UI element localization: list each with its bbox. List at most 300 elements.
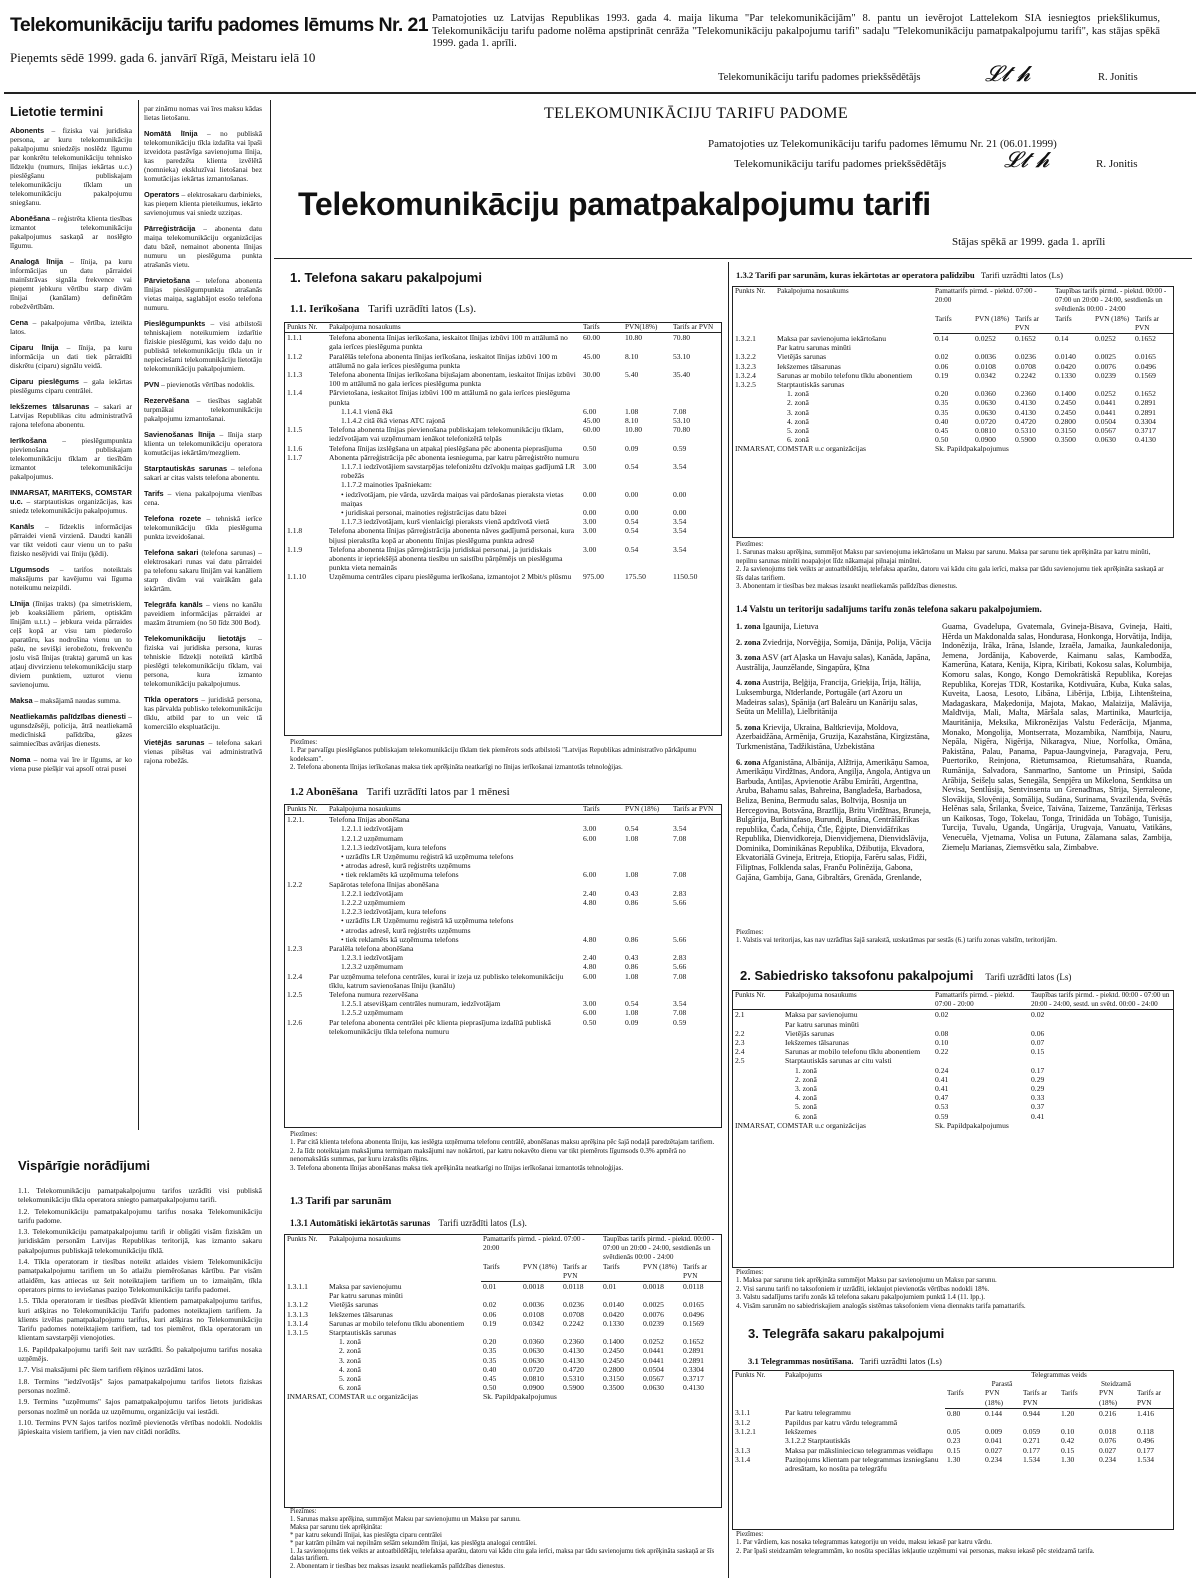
term-definition: (telefona sarunas) – elektrosakari runas vai datu pārraidei pa telefonu sakaru līnijām vai kanāliem starp divām vai vairākām gala iekārtām. xyxy=(144,548,262,593)
value-cell: 0.2242 xyxy=(563,1318,584,1328)
table-row xyxy=(733,1056,1173,1065)
service-name-cell: 4. zonā xyxy=(339,1364,361,1374)
value-cell xyxy=(581,843,623,852)
value-cell: 0.4130 xyxy=(1015,398,1036,408)
column-header: Punkts Nr. xyxy=(735,287,766,295)
column-header: Parastā xyxy=(991,1380,1013,1389)
value-cell: 0.0810 xyxy=(523,1374,544,1384)
item-number-cell xyxy=(285,1291,327,1300)
service-name-cell: Telefona līnijas abonēšana xyxy=(329,815,410,825)
value-cell xyxy=(581,388,623,406)
term-name: Savienošanas līnija xyxy=(144,430,215,439)
value-cell: 0.0630 xyxy=(643,1383,664,1393)
service-name-cell: 1.2.5.2 uzņēmumam xyxy=(341,1008,404,1018)
column-header: PVN (18%) xyxy=(973,315,1013,334)
value-cell: 0.5310 xyxy=(1015,426,1036,436)
s12-title: 1.2 Abonēšana xyxy=(290,786,358,798)
table-row xyxy=(733,1427,1173,1436)
header-chair-label: Telekomunikāciju tarifu padomes priekšsēdētājs xyxy=(718,72,921,83)
table-row xyxy=(285,972,721,990)
column-header: Pamattarifs pirmd. - piektd. 07:00 - 20:00 xyxy=(483,1235,585,1253)
table-row xyxy=(285,1282,721,1292)
s131-table-box xyxy=(284,1234,722,1508)
table-row xyxy=(733,1038,1173,1047)
note-line: 3. Valstu sadalījums tarifu zonās kā telefona sakaru pakalpojumiem punktā 1.4 (11. lpp.). xyxy=(736,1293,986,1302)
value-cell: 0.027 xyxy=(985,1445,1003,1455)
value-cell: 0.4130 xyxy=(563,1355,584,1365)
value-cell xyxy=(641,1291,681,1300)
value-cell: 1.08 xyxy=(625,971,639,981)
note-line: Piezīmes: xyxy=(736,540,764,548)
zone-countries: Zviedrija, Norvēģija, Somija, Dānija, Polija, Vācija xyxy=(762,637,932,647)
term-name: Starptautiskās sarunas xyxy=(144,464,228,473)
service-name-cell: 1.2.2.3 iedzīvotājam, kura telefons xyxy=(341,907,447,917)
service-name-cell: 1. zonā xyxy=(339,1337,361,1347)
column-header: Tarifs xyxy=(1059,1389,1097,1408)
value-cell: 0.00 xyxy=(625,489,639,499)
value-cell xyxy=(581,880,623,889)
value-cell: 4.80 xyxy=(583,934,597,944)
value-cell xyxy=(623,815,671,825)
term-entry xyxy=(144,464,262,482)
item-number-cell xyxy=(285,870,327,879)
s3-table xyxy=(733,1371,1173,1473)
general-item: 1.5. Tīkla operatoram ir tiesības piedāvāt klientiem pamatpakalpojumu tarifus, kuri atšķiras no Telekomunikāciju Tarifu padomes noteiktajiem tarifiem. Ja klients izvēlas pamatpakalpojumu tarifus, kuri atšķiras no Telekomunikāciju Tarifu padomes noteiktajiem tarifiem, tad tos piemērot, tīkla operatoram un klientam savstarpēji vienojoties. xyxy=(18,1296,262,1343)
value-cell xyxy=(623,852,671,861)
column-header: PVN (18%) xyxy=(641,1263,681,1282)
value-cell xyxy=(601,1291,641,1300)
value-cell: 0.0360 xyxy=(975,389,996,399)
column-header: Pakalpojuma nosaukums xyxy=(327,323,581,333)
service-name-cell: 1.2.5.1 atsevišķam centrāles numuram, iedzīvotājam xyxy=(341,999,501,1009)
table-row xyxy=(285,815,721,825)
terms-heading: Lietotie termini xyxy=(10,104,104,119)
value-cell xyxy=(481,1291,521,1300)
header-rule xyxy=(4,92,1196,94)
table-row xyxy=(733,1436,1173,1445)
value-cell: 1.08 xyxy=(625,406,639,416)
term-entry xyxy=(144,430,262,457)
value-cell: 0.19 xyxy=(935,370,949,380)
item-number-cell: 1.3.1.4 xyxy=(287,1318,308,1328)
value-cell: 0.0165 xyxy=(1135,352,1156,362)
value-cell: 3.54 xyxy=(673,999,687,1009)
value-cell: 0.3717 xyxy=(1135,426,1156,436)
value-cell: 6.00 xyxy=(583,971,597,981)
table-row xyxy=(733,444,1173,453)
service-name-cell: • uzrādīts LR Uzņēmumu reģistrā kā uzņēmuma telefons xyxy=(341,916,514,926)
terms-column-1 xyxy=(10,126,132,1126)
term-entry xyxy=(10,436,132,481)
general-list xyxy=(18,1186,262,1576)
s131-notes xyxy=(290,1508,720,1580)
zone-countries: Igaunija, Lietuva xyxy=(762,622,819,631)
service-name-cell: • atrodas adresē, kurā reģistrēts uzņēmums xyxy=(341,861,471,871)
value-cell: 0.1330 xyxy=(603,1318,624,1328)
service-name-cell: Sarunas ar mobilo telefonu tīklu abonentiem xyxy=(329,1318,465,1328)
value-cell: 1150.50 xyxy=(673,572,698,582)
service-name-cell: Maksa par savienojumu xyxy=(785,1010,858,1020)
table-row xyxy=(285,834,721,843)
term-name: Ciparu pieslēgums xyxy=(10,377,79,386)
board-name: TELEKOMUNIKĀCIJU TARIFU PADOME xyxy=(544,105,849,122)
value-cell: 0.41 xyxy=(935,1074,949,1084)
column-header: Taupības tarifs pirmd. - piektd. 00:00 - 07:00 un 20:00 - 24:00, sestd. un svētd. 00:00 - 24:00 xyxy=(1029,991,1173,1010)
s131-title: 1.3.1 Automātiski iekārtotās sarunas xyxy=(290,1218,431,1228)
service-name-cell: 1.1.7.2 mainoties īpašniekam: xyxy=(341,480,432,490)
value-cell: 975.00 xyxy=(583,572,604,582)
column-header: Tarifs xyxy=(481,1263,521,1282)
value-cell: 0.0239 xyxy=(1095,370,1116,380)
value-cell: 0.41 xyxy=(1031,1111,1045,1121)
item-number-cell xyxy=(285,861,327,870)
term-name: Rezervēšana xyxy=(144,396,190,405)
term-definition: – noma vai īre ir līgums, ar ko viena puse piešķir vai apsolī otrai pusei xyxy=(10,755,132,773)
table-row xyxy=(285,907,721,916)
value-cell: 0.50 xyxy=(583,443,597,453)
value-cell: 0.144 xyxy=(985,1408,1003,1418)
value-cell xyxy=(1053,380,1093,389)
service-name-cell: 3.1.2.2 Starptautiskās xyxy=(785,1436,851,1446)
value-cell: 0.2242 xyxy=(1015,370,1036,380)
value-cell xyxy=(581,944,623,953)
value-cell xyxy=(1021,1418,1059,1427)
zone-countries: Krievija, Ukraina, Baltkrievija, Moldova, Azerbaidžāna, Armēnija, Gruzija, Kazahstāna, Kirgizstāna, Turkmenistāna, Tadžikistāna, Uzbekistāna xyxy=(736,722,930,751)
s11-table-box xyxy=(284,322,722,736)
value-cell: 3.00 xyxy=(583,999,597,1009)
value-cell: 0.05 xyxy=(947,1427,961,1437)
value-cell: 0.177 xyxy=(1137,1445,1155,1455)
item-number-cell xyxy=(285,1356,327,1365)
column-header: Pakalpojuma nosaukums xyxy=(777,287,849,295)
term-entry xyxy=(10,755,132,773)
service-name-cell: • iedzīvotājam, pie vārda, uzvārda maiņas vai pārdošanas pieraksta vietas maiņas xyxy=(341,489,564,508)
value-cell: 0.3150 xyxy=(603,1374,624,1384)
service-name-cell: Uzņēmuma centrāles ciparu pieslēguma ierīkošana, izmantojot 2 Mbit/s plūsmu xyxy=(329,572,572,582)
value-cell: 0.1652 xyxy=(1135,389,1156,399)
column-header: Taupības tarifs pirmd. - piektd. 00:00 - 07:00 un 20:00 - 24:00, sestdienās un svētdienās 00:00 - 24:00 xyxy=(603,1235,715,1262)
term-name: Līgumsods xyxy=(10,565,50,574)
term-definition: – līnija, pa kuru informācijas un datu pārraidei mainīstrāvas signāla frekvence vai pieņemt jebkuru vērtību starp divām līnijai (kanālam) definētām robežvērtībām. xyxy=(10,257,132,311)
item-number-cell: 2.3 xyxy=(735,1038,745,1048)
term-definition: – pakalpojuma vērtība, izteikta latos. xyxy=(10,318,132,336)
value-cell: 0.07 xyxy=(1031,1038,1045,1048)
value-cell: 0.15 xyxy=(1061,1445,1075,1455)
item-number-cell xyxy=(733,1020,783,1029)
table-row xyxy=(285,1346,721,1355)
value-cell: 0.86 xyxy=(625,898,639,908)
item-number-cell xyxy=(285,416,327,425)
service-name-cell: 2. zonā xyxy=(339,1346,361,1356)
value-cell: 0.00 xyxy=(583,508,597,518)
note-line: 3. Telefona abonenta līnijas abonēšanas maksa tiek aprēķināta neatkarīgi no līnijas ierīkošanai izmantotās tehnoloģijas. xyxy=(290,1163,624,1172)
column-header: Pamattarifs pirmd. - piektd. 07:00 - 20:00 xyxy=(935,287,1037,305)
term-name: PVN xyxy=(144,380,160,389)
value-cell: 0.0252 xyxy=(975,334,996,344)
term-definition: – starptautiskas organizācijas, kas sniedz telekomunikāciju pakalpojumus. xyxy=(10,497,132,515)
service-name-cell: Papildus par katru vārdu telegrammā xyxy=(785,1418,898,1428)
main-signature: 𝓛𝓽 𝓱 xyxy=(1004,148,1050,173)
s2-title-line xyxy=(740,967,1071,985)
value-cell xyxy=(671,480,721,489)
value-cell xyxy=(581,990,623,999)
table-row xyxy=(285,490,721,508)
value-cell: 0.29 xyxy=(1031,1084,1045,1094)
column-header: PVN (18%) xyxy=(1097,1389,1135,1408)
value-cell: 2.83 xyxy=(673,953,687,963)
item-number-cell: 1.2.6 xyxy=(287,1017,303,1027)
zone-entry xyxy=(736,622,934,632)
column-header: Tarifs xyxy=(581,805,623,815)
value-cell: 0.02 xyxy=(1031,1010,1045,1020)
basis-text: Pamatojoties uz Telekomunikāciju tarifu padomes lēmumu Nr. 21 (06.01.1999) xyxy=(708,138,1057,150)
column-header: Tarifs xyxy=(1053,315,1093,334)
table-row xyxy=(733,417,1173,426)
term-definition: – ugunsdzēsēji, policija, ātrā neatliekamā medicīniskā palīdzība, gāzes saimniecības avārijas dienests. xyxy=(10,712,132,748)
table-row xyxy=(733,1093,1173,1102)
value-cell: 0.2891 xyxy=(683,1346,704,1356)
table-row xyxy=(285,526,721,544)
value-cell xyxy=(623,843,671,852)
value-cell: Sk. Papildpakalpojumus xyxy=(935,1120,1009,1130)
value-cell: 0.14 xyxy=(935,334,949,344)
term-entry xyxy=(10,599,132,689)
table-row xyxy=(733,352,1173,361)
decision-session: Pieņemts sēdē 1999. gada 6. janvārī Rīgā, Meistaru ielā 10 xyxy=(10,50,316,65)
general-item: 1.2. Telekomunikāciju pamatpakalpojumu tarifus nosaka Telekomunikāciju tarifu padome. xyxy=(18,1206,262,1225)
value-cell: 0.10 xyxy=(935,1038,949,1048)
term-name: Telefona rozete xyxy=(144,514,202,523)
value-cell: 10.80 xyxy=(625,333,643,343)
service-name-cell: Starptautiskās sarunas xyxy=(777,380,845,390)
table-row xyxy=(733,362,1173,371)
s131-unit: Tarifi uzrādīti latos (Ls). xyxy=(438,1218,527,1228)
term-definition: – tiesības saglabāt turpmākai telekomunikāciju pakalpojumu izmantošanai. xyxy=(144,396,262,423)
value-cell xyxy=(623,480,671,489)
value-cell: 0.0900 xyxy=(523,1383,544,1393)
value-cell: 0.2800 xyxy=(603,1364,624,1374)
value-cell: 0.01 xyxy=(603,1282,617,1292)
value-cell: 0.01 xyxy=(483,1282,497,1292)
note-line: Piezīmes: xyxy=(290,1130,318,1138)
header-row xyxy=(733,287,1173,315)
term-definition: – līnija, pa kuru informācija un dati tiek pārraidīti diskrētu (ciparu) signālu veidā. xyxy=(10,343,132,370)
service-name-cell: INMARSAT, COMSTAR u.c organizācijas xyxy=(287,1392,418,1402)
service-name-cell: Starptautiskās sarunas ar citu valsti xyxy=(785,1056,892,1066)
s132-unit: Tarifi uzrādīti latos (Ls) xyxy=(980,270,1064,280)
item-number-cell xyxy=(285,907,327,916)
table-row xyxy=(285,1392,721,1401)
value-cell: 0.54 xyxy=(625,824,639,834)
value-cell: 0.35 xyxy=(483,1355,497,1365)
value-cell xyxy=(671,926,721,935)
service-name-cell: 6. zonā xyxy=(339,1383,361,1393)
value-cell: 0.0165 xyxy=(683,1300,704,1310)
item-number-cell xyxy=(733,1075,783,1084)
value-cell: 7.08 xyxy=(673,1008,687,1018)
term-definition: – tehniskā ierīce telekomunikāciju tīkla pieslēguma punkta izveidošanai. xyxy=(144,514,262,541)
service-name-cell: 1.1.7.1 iedzīvotājiem savstarpējas telefonizētu dzīvokļu maiņas gadījumā LR robežās xyxy=(341,462,576,481)
value-cell: 0.0900 xyxy=(975,435,996,445)
item-number-cell xyxy=(285,407,327,416)
note-line: 1. Par parvalīgu pieslēgšanos publiskajam telekomunikāciju tīklam tiek piemērots sods atbilstoši "Latvijas Republikas administratīvo pārkāpumu kodeksam". xyxy=(290,746,697,763)
note-line: Piezīmes: xyxy=(736,928,764,936)
value-cell xyxy=(1133,380,1173,389)
service-name-cell: 1. zonā xyxy=(787,389,809,399)
value-cell: 5.66 xyxy=(673,898,687,908)
value-cell: 0.59 xyxy=(673,1017,687,1027)
term-entry xyxy=(10,257,132,311)
item-number-cell xyxy=(733,1066,783,1075)
value-cell: 0.23 xyxy=(947,1436,961,1446)
value-cell: 0.2360 xyxy=(1015,389,1036,399)
item-number-cell: 1.3.1.3 xyxy=(287,1309,308,1319)
table-row xyxy=(285,1300,721,1309)
term-definition: – sakari ar Latvijas Republikas citu administratīvā rajona telefona abonentu. xyxy=(10,402,132,429)
value-cell: 0.0076 xyxy=(643,1309,664,1319)
value-cell: 0.496 xyxy=(1137,1436,1155,1446)
value-cell xyxy=(1013,343,1053,352)
value-cell: 0.59 xyxy=(673,443,687,453)
value-cell: 0.50 xyxy=(935,435,949,445)
value-cell: 6.00 xyxy=(583,833,597,843)
item-number-cell: 1.3.2.3 xyxy=(735,361,756,371)
service-name-cell: Telefona abonenta līnijas ierīkošana, ieskaitot līnijas izbūvi 100 m attālumā no gala ierīces pieslēguma punkta xyxy=(329,333,568,352)
value-cell xyxy=(623,880,671,889)
value-cell: 0.2450 xyxy=(1055,407,1076,417)
zone-label: 2. zona xyxy=(736,637,761,647)
term-entry xyxy=(144,224,262,269)
value-cell: 10.80 xyxy=(625,425,643,435)
table-row xyxy=(733,1408,1173,1418)
term-definition: – maksājamā naudas summa. xyxy=(34,696,121,705)
value-cell xyxy=(623,453,671,462)
value-cell: 0.20 xyxy=(483,1337,497,1347)
term-name: Noma xyxy=(10,755,31,764)
value-cell: 0.1330 xyxy=(1055,370,1076,380)
service-name-cell: Sarunas ar mobilo telefonu tīklu abonentiem xyxy=(777,370,913,380)
service-name-cell: Maksa par savienojumu xyxy=(329,1281,402,1291)
service-name-cell: 1.2.2.1 iedzīvotājam xyxy=(341,888,403,898)
column-header: PVN (18%) xyxy=(983,1389,1021,1408)
table-row xyxy=(285,1356,721,1365)
value-cell xyxy=(481,1328,521,1337)
value-cell: 0.02 xyxy=(935,1010,949,1020)
value-cell: 0.027 xyxy=(1099,1445,1117,1455)
term-entry xyxy=(144,600,262,627)
value-cell: 0.00 xyxy=(625,508,639,518)
value-cell: 0.2891 xyxy=(1135,398,1156,408)
value-cell: 0.45 xyxy=(483,1374,497,1384)
value-cell xyxy=(581,480,623,489)
term-name: Analogā līnija xyxy=(10,257,64,266)
term-definition: – telefona sakari vienas pilsētas vai administratīvā rajona robežās. xyxy=(144,738,262,765)
value-cell: Sk. Papildpakalpojumus xyxy=(935,444,1009,454)
term-definition: – gala iekārtas pieslēgums ciparu centrālei. xyxy=(10,377,132,395)
s3-notes xyxy=(736,1530,1172,1580)
value-cell xyxy=(671,907,721,916)
item-number-cell xyxy=(285,1374,327,1383)
value-cell: 0.22 xyxy=(935,1047,949,1057)
item-number-cell: 1.1.2 xyxy=(287,351,303,361)
s12-unit: Tarifi uzrādīti latos par 1 mēnesi xyxy=(366,786,510,798)
value-cell: 0.59 xyxy=(935,1111,949,1121)
service-name-cell: 1. zonā xyxy=(795,1065,817,1075)
item-number-cell: 1.2.2 xyxy=(287,879,303,889)
service-name-cell: 1.2.1.3 iedzīvotājam, kura telefons xyxy=(341,842,447,852)
service-name-cell: Telefona numura rezervēšana xyxy=(329,990,419,1000)
value-cell: 0.0236 xyxy=(1015,352,1036,362)
s2-table xyxy=(733,991,1173,1130)
term-name: Iekšzemes tālsarunas xyxy=(10,402,90,411)
column-header: PVN (18%) xyxy=(1093,315,1133,334)
item-number-cell xyxy=(285,916,327,925)
s132-title: 1.3.2 Tarifi par sarunām, kuras iekārtotas ar operatora palīdzību xyxy=(736,270,975,280)
value-cell: 0.0630 xyxy=(1095,435,1116,445)
s12-table xyxy=(285,805,721,1036)
value-cell: 5.40 xyxy=(625,370,639,380)
note-line: 1. Valstis vai teritorijas, kas nav uzrādītas šajā sarakstā, uzskatāmas par sestās (6.) tarifu zonas valstīm, teritorijām. xyxy=(736,936,1057,945)
table-row xyxy=(285,861,721,870)
value-cell xyxy=(945,1418,983,1427)
value-cell: 0.35 xyxy=(935,398,949,408)
item-number-cell xyxy=(733,426,775,435)
header-signature: 𝓛𝓽 𝓱 xyxy=(985,62,1031,87)
zone-entry xyxy=(736,723,934,752)
value-cell: 0.0441 xyxy=(643,1346,664,1356)
item-number-cell: 3.1.2.1 xyxy=(735,1427,756,1437)
value-cell: 7.08 xyxy=(673,406,687,416)
table-row xyxy=(285,425,721,443)
value-cell: 1.08 xyxy=(625,870,639,880)
service-name-cell: Vietējās sarunas xyxy=(785,1028,835,1038)
value-cell xyxy=(671,990,721,999)
column-header: Punkts Nr. xyxy=(733,991,783,1010)
item-number-cell: 3.1.2 xyxy=(735,1418,751,1428)
value-cell xyxy=(623,916,671,925)
value-cell: 0.54 xyxy=(625,462,639,472)
section-1-heading: 1. Telefona sakaru pakalpojumi xyxy=(290,270,482,285)
general-item: 1.1. Telekomunikāciju pamatpakalpojumu tarifos uzrādīti visi publiskā telekomunikāciju tīkla operatora sniegto pamatpakalpojumu tarifi. xyxy=(18,1186,262,1205)
item-number-cell xyxy=(285,898,327,907)
table-row xyxy=(285,1365,721,1374)
value-cell: 0.0810 xyxy=(975,426,996,436)
value-cell: 0.0420 xyxy=(1055,361,1076,371)
service-name-cell: Par uzņēmuma telefona centrāles, kurai ir izeja uz publisko telekomunikāciju tīklu, katrum savienošanas līniju (kanālu) xyxy=(329,971,564,990)
table-row xyxy=(285,935,721,944)
value-cell: 1.20 xyxy=(1061,1408,1075,1418)
value-cell: 0.06 xyxy=(935,361,949,371)
item-number-cell: 3.1.1 xyxy=(735,1408,751,1418)
value-cell: 0.0360 xyxy=(523,1337,544,1347)
term-definition: – viena pakalpojuma vienības cena. xyxy=(144,489,262,507)
service-name-cell: 5. zonā xyxy=(795,1102,817,1112)
value-cell xyxy=(581,861,623,870)
item-number-cell xyxy=(285,953,327,962)
service-name-cell: 3. zonā xyxy=(339,1355,361,1365)
value-cell: 0.2360 xyxy=(563,1337,584,1347)
zone-countries: Austrija, Beļģija, Francija, Grieķija, Īrija, Itālija, Luksemburga, Nīderlande, Portugāle (arī Azoru un Madeiras salas), Spānija (arī Baleāru un Kanāriju salas, Seūta un Melilla), Lielbritānija xyxy=(736,678,922,717)
s3-heading: 3. Telegrāfa sakaru pakalpojumi xyxy=(748,1326,945,1341)
column-divider-left xyxy=(270,100,271,1578)
column-header: Pamattarifs pirmd. - piektd. 07:00 - 20:00 xyxy=(933,991,1029,1010)
value-cell: 1.534 xyxy=(1137,1454,1155,1464)
value-cell: Sk. Papildpakalpojumus xyxy=(483,1392,557,1402)
table-row xyxy=(285,508,721,517)
value-cell xyxy=(933,1020,1029,1029)
zone-label: 3. zona xyxy=(736,653,761,663)
item-number-cell: 1.1.3 xyxy=(287,370,303,380)
